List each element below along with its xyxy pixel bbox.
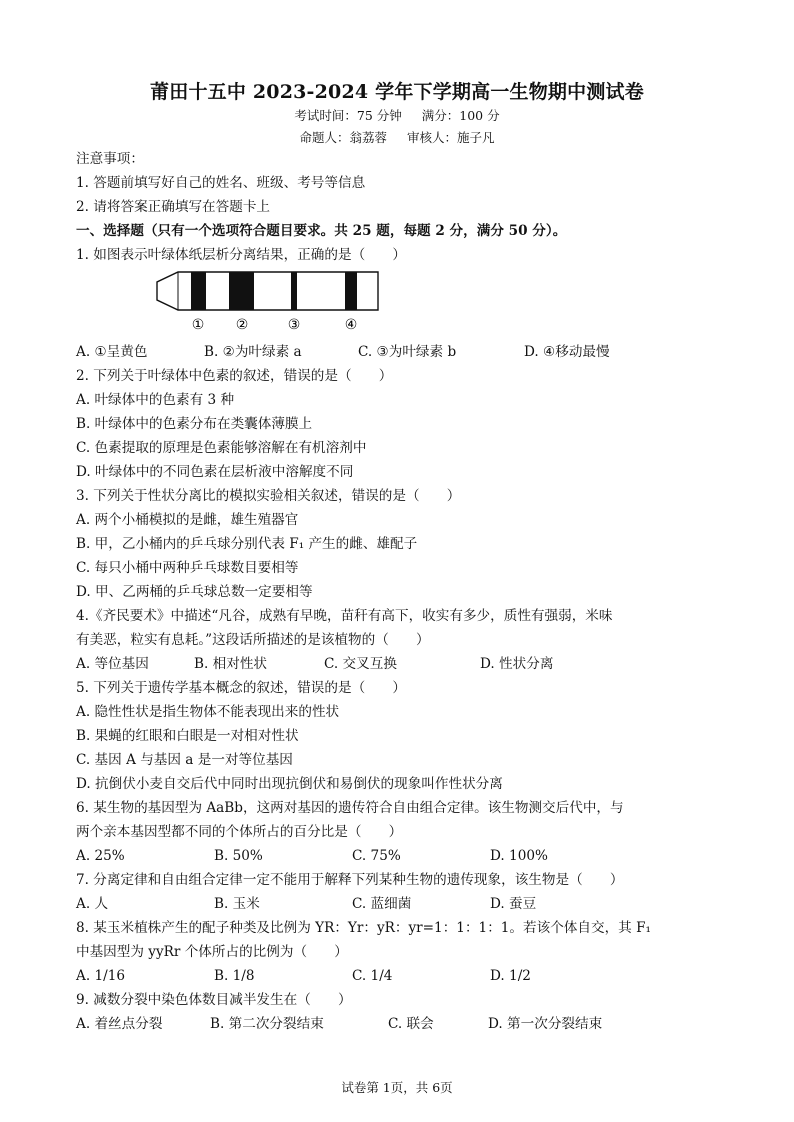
- option: B. 1/8: [214, 968, 255, 984]
- chromatography-strip-figure: [150, 270, 390, 340]
- option: B. 果蝇的红眼和白眼是一对相对性状: [76, 728, 299, 744]
- option: A. 隐性性状是指生物体不能表现出来的性状: [76, 704, 340, 720]
- option: C. ③为叶绿素 b: [358, 344, 457, 360]
- notes-heading: 注意事项：: [76, 151, 144, 167]
- question-stem: 4.《齐民要术》中描述“凡谷，成熟有早晚，苗秆有高下，收实有多少，质性有强弱，米味: [76, 608, 613, 624]
- option: B. 叶绿体中的色素分布在类囊体薄膜上: [76, 416, 313, 432]
- option: A. ①呈黄色: [76, 344, 148, 360]
- paper-strip: [157, 272, 378, 310]
- page-footer: 试卷第 1页，共 6页: [341, 1080, 453, 1095]
- question-stem: 6. 某生物的基因型为 AaBb，这两对基因的遗传符合自由组合定律。该生物测交后代中，与: [76, 800, 624, 816]
- option: D. 抗倒伏小麦自交后代中同时出现抗倒伏和易倒伏的现象叫作性状分离: [76, 776, 503, 792]
- option: C. 每只小桶中两种乒乓球数目要相等: [76, 560, 299, 576]
- exam-info: [0, 106, 794, 124]
- option: A. 叶绿体中的色素有 3 种: [76, 392, 235, 408]
- option: D. 叶绿体中的不同色素在层析液中溶解度不同: [76, 464, 354, 480]
- question-stem: 8. 某玉米植株产生的配子种类及比例为 YR：Yr：yR：yr=1：1：1：1。若该个体自交，其 F₁: [76, 920, 651, 936]
- option: A. 1/16: [76, 968, 125, 984]
- option: D. 100%: [490, 848, 548, 864]
- option: C. 基因 A 与基因 a 是一对等位基因: [76, 752, 293, 768]
- question-stem: 3. 下列关于性状分离比的模拟实验相关叙述，错误的是（ ）: [76, 488, 461, 504]
- option: C. 蓝细菌: [352, 896, 412, 912]
- option: D. 甲、乙两桶的乒乓球总数一定要相等: [76, 584, 313, 600]
- option: D. 1/2: [490, 968, 531, 984]
- question-stem-continued: 两个亲本基因型都不同的个体所占的百分比是（ ）: [76, 824, 403, 840]
- option: B. ②为叶绿素 a: [204, 344, 302, 360]
- option: A. 等位基因: [76, 656, 149, 672]
- option: C. 联会: [388, 1016, 434, 1032]
- option: C. 75%: [352, 848, 401, 864]
- option: C. 1/4: [352, 968, 393, 984]
- pigment-band-2: [229, 272, 254, 310]
- option: A. 25%: [76, 848, 125, 864]
- author-info: [0, 128, 794, 146]
- note-item: 2. 请将答案正确填写在答题卡上: [76, 199, 271, 215]
- option: B. 相对性状: [194, 656, 268, 672]
- option: C. 交叉互换: [324, 656, 397, 672]
- section-heading: 一、选择题（只有一个选项符合题目要求。共 25 题，每题 2 分，满分 50 分）。: [76, 223, 567, 239]
- pigment-band-3: [291, 272, 297, 310]
- note-item: 1. 答题前填写好自己的姓名、班级、考号等信息: [76, 175, 366, 191]
- option: A. 人: [76, 896, 109, 912]
- exam-time: 考试时间：75 分钟: [294, 108, 402, 123]
- question-stem: 2. 下列关于叶绿体中色素的叙述，错误的是（ ）: [76, 368, 393, 384]
- band-label: ④: [344, 317, 358, 333]
- question-stem: 9. 减数分裂中染色体数目减半发生在（ ）: [76, 992, 352, 1008]
- full-score: 满分：100 分: [421, 108, 500, 123]
- pigment-band-4: [345, 272, 357, 310]
- option: D. 第一次分裂结束: [488, 1016, 603, 1032]
- option: C. 色素提取的原理是色素能够溶解在有机溶剂中: [76, 440, 367, 456]
- author: 命题人：翁荔蓉: [299, 130, 387, 145]
- option: D. 蚕豆: [490, 896, 537, 912]
- option: D. ④移动最慢: [524, 344, 610, 360]
- reviewer: 审核人：施子凡: [406, 130, 495, 145]
- option: B. 玉米: [214, 896, 260, 912]
- option: B. 第二次分裂结束: [210, 1016, 324, 1032]
- option: A. 两个小桶模拟的是雌，雄生殖器官: [76, 512, 299, 528]
- pigment-band-1: [191, 272, 206, 310]
- question-stem: 5. 下列关于遗传学基本概念的叙述，错误的是（ ）: [76, 680, 406, 696]
- band-label: ①: [191, 317, 205, 333]
- band-label: ③: [287, 317, 301, 333]
- page-title: 莆田十五中 2023-2024 学年下学期高一生物期中测试卷: [150, 81, 644, 103]
- question-stem: 7. 分离定律和自由组合定律一定不能用于解释下列某种生物的遗传现象，该生物是（ ）: [76, 872, 624, 888]
- option: B. 50%: [214, 848, 263, 864]
- question-stem-continued: 有美恶，粒实有息耗。”这段话所描述的是该植物的（ ）: [76, 632, 430, 648]
- option: D. 性状分离: [480, 656, 554, 672]
- question-stem-continued: 中基因型为 yyRr 个体所占的比例为（ ）: [76, 944, 348, 960]
- band-label: ②: [235, 317, 249, 333]
- option: B. 甲，乙小桶内的乒乓球分别代表 F₁ 产生的雌、雄配子: [76, 536, 418, 552]
- option: A. 着丝点分裂: [76, 1016, 163, 1032]
- question-stem: 1. 如图表示叶绿体纸层析分离结果，正确的是（ ）: [76, 247, 406, 263]
